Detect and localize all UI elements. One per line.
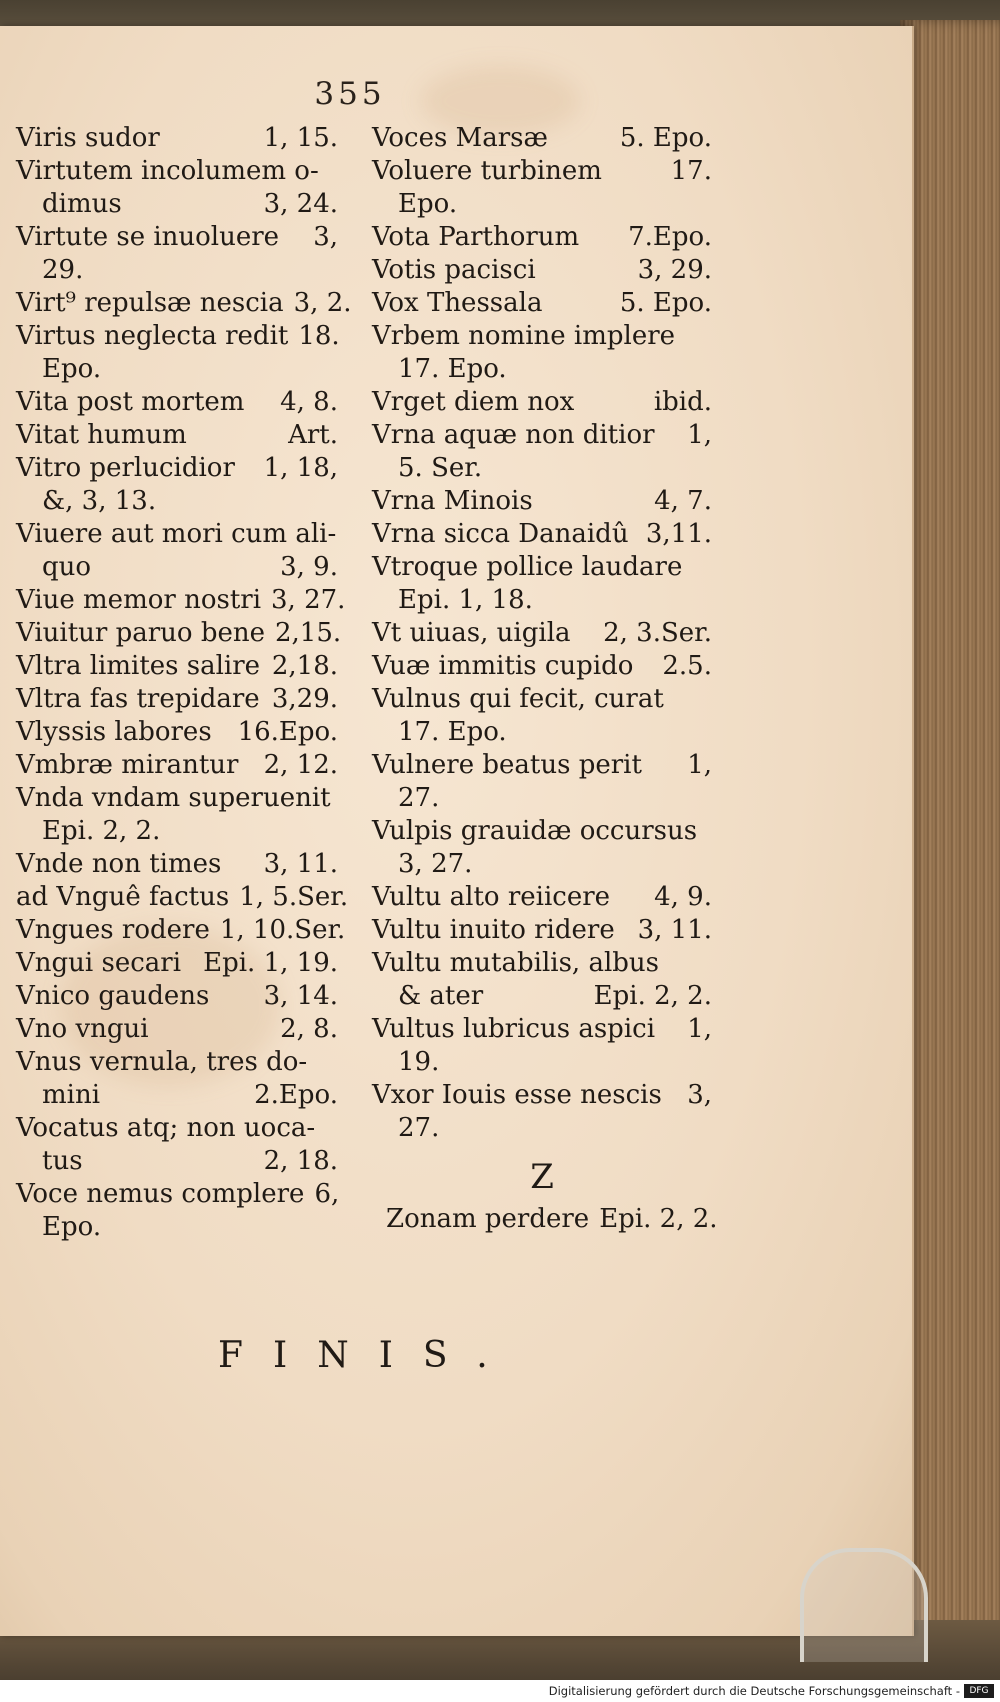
entry-term: Vltra fas trepidare — [16, 684, 260, 714]
entry-term: Vox Thessala — [372, 288, 543, 318]
index-entry — [372, 716, 712, 749]
entry-term: Vulnere beatus perit — [372, 750, 642, 780]
entry-reference: 3,11. — [645, 519, 712, 549]
index-column-right — [372, 122, 718, 1236]
entry-reference: 17. — [670, 156, 712, 186]
index-entry — [372, 914, 712, 947]
entry-reference: 7.Epo. — [628, 222, 712, 252]
entry-term: 17. Epo. — [398, 717, 507, 747]
index-entry — [16, 419, 338, 452]
index-entry — [16, 1211, 338, 1244]
entry-reference: 3, 27. — [271, 585, 346, 615]
entry-reference: 1, 18, — [263, 453, 338, 483]
entry-reference: 3, 14. — [263, 981, 338, 1011]
index-entry — [16, 155, 338, 188]
entry-reference: 3, 29. — [637, 255, 712, 285]
entry-reference: Epi. 1, 19. — [203, 948, 338, 978]
index-entry — [16, 386, 338, 419]
index-entry — [372, 452, 712, 485]
index-entry — [16, 749, 338, 782]
entry-reference: 3,29. — [271, 684, 338, 714]
index-entry — [16, 1112, 338, 1145]
entry-reference: 3, — [313, 222, 338, 252]
entry-term: Vultus lubricus aspici — [372, 1014, 656, 1044]
entry-reference: Epi. 2, 2. — [593, 981, 712, 1011]
entry-reference: Epi. 2, 2. — [599, 1204, 718, 1234]
entry-term: Vrna aquæ non ditior — [372, 420, 655, 450]
entry-term: Vltra limites salire — [16, 651, 261, 681]
index-entry — [16, 584, 346, 617]
index-entry — [16, 551, 338, 584]
entry-term: Vnde non times — [16, 849, 222, 879]
index-entry — [372, 254, 712, 287]
entry-term: Vota Parthorum — [372, 222, 580, 252]
index-entry — [16, 617, 342, 650]
dfg-logo: DFG — [964, 1684, 994, 1698]
index-entry — [372, 155, 712, 188]
entry-reference: 4, 8. — [280, 387, 338, 417]
entry-term: Vtroque pollice laudare — [372, 552, 683, 582]
index-entry — [372, 287, 712, 320]
index-entry — [372, 1046, 712, 1079]
index-entry — [16, 947, 338, 980]
bookmark-clip — [800, 1548, 928, 1662]
index-entry — [16, 254, 338, 287]
entry-reference: 2,18. — [271, 651, 338, 681]
index-entry — [372, 815, 712, 848]
index-entry — [372, 650, 712, 683]
entry-term: Viue memor nostri — [16, 585, 262, 615]
entry-term: Voluere turbinem — [372, 156, 602, 186]
entry-term: Vrna Minois — [372, 486, 533, 516]
entry-term: Votis pacisci — [372, 255, 536, 285]
index-entry — [372, 1079, 712, 1112]
entry-term: 19. — [398, 1047, 440, 1077]
index-entry — [372, 617, 712, 650]
entry-reference: 4, 9. — [654, 882, 712, 912]
index-entry — [372, 1203, 718, 1236]
entry-term: Viris sudor — [16, 123, 160, 153]
index-entry — [16, 683, 338, 716]
entry-reference: Art. — [288, 420, 338, 450]
index-entry — [372, 980, 712, 1013]
entry-term: Epi. 2, 2. — [42, 816, 161, 846]
entry-term: Vultu inuito ridere — [372, 915, 615, 945]
index-entry — [16, 650, 338, 683]
index-entry — [16, 815, 338, 848]
index-entry — [16, 980, 338, 1013]
digitization-credit: Digitalisierung gefördert durch die Deutsche Forschungsgemeinschaft - — [548, 1684, 960, 1698]
entry-reference: 3, 11. — [637, 915, 712, 945]
entry-term: Vita post mortem — [16, 387, 245, 417]
index-entry — [16, 122, 338, 155]
book-fore-edge — [900, 20, 1000, 1660]
entry-term: Virt⁹ repulsæ nescia — [16, 288, 284, 318]
entry-term: Vxor Iouis esse nescis — [372, 1080, 662, 1110]
entry-reference: 1, 10.Ser. — [219, 915, 346, 945]
entry-term: Viuitur paruo bene — [16, 618, 265, 648]
entry-term: Vultu mutabilis, albus — [372, 948, 659, 978]
index-entry — [16, 518, 338, 551]
entry-term: &, 3, 13. — [42, 486, 157, 516]
entry-reference: 1, — [687, 1014, 712, 1044]
entry-reference: 1, 15. — [263, 123, 338, 153]
entry-term: Viuere aut mori cum ali- — [16, 519, 337, 549]
index-entry — [372, 584, 712, 617]
index-entry — [16, 452, 338, 485]
entry-term: Vlyssis labores — [16, 717, 212, 747]
index-entry — [372, 881, 712, 914]
index-entry — [372, 320, 712, 353]
entry-reference: 3, 11. — [263, 849, 338, 879]
index-entry — [372, 749, 712, 782]
entry-term: Vrbem nomine implere — [372, 321, 676, 351]
entry-term: Vngues rodere — [16, 915, 210, 945]
entry-term: Vitat humum — [16, 420, 187, 450]
entry-reference: 16.Epo. — [237, 717, 338, 747]
entry-term: Vulpis grauidæ occursus — [372, 816, 698, 846]
entry-reference: 1, — [687, 420, 712, 450]
entry-term: Vngui secari — [16, 948, 182, 978]
index-entry — [16, 716, 338, 749]
entry-term: mini — [42, 1080, 101, 1110]
index-entry — [16, 914, 346, 947]
entry-term: Epi. 1, 18. — [398, 585, 533, 615]
index-entry — [372, 1112, 712, 1145]
index-entry — [372, 848, 712, 881]
index-entry — [372, 386, 712, 419]
index-entry — [372, 947, 712, 980]
entry-term: ad Vnguê factus — [16, 882, 230, 912]
index-entry — [372, 551, 712, 584]
entry-term: Vitro perlucidior — [16, 453, 235, 483]
entry-term: Virtutem incolumem o- — [16, 156, 319, 186]
entry-term: Virtus neglecta redit — [16, 321, 289, 351]
entry-term: Zonam perdere — [386, 1204, 590, 1234]
entry-term: & ater — [398, 981, 484, 1011]
entry-reference: 3, 24. — [263, 189, 338, 219]
entry-term: 27. — [398, 783, 440, 813]
entry-reference: 3, — [687, 1080, 712, 1110]
entry-term: Vnico gaudens — [16, 981, 210, 1011]
entry-reference: 4, 7. — [654, 486, 712, 516]
entry-term: Virtute se inuoluere — [16, 222, 280, 252]
index-entry — [16, 1178, 338, 1211]
entry-term: Vultu alto reiicere — [372, 882, 611, 912]
index-entry — [372, 485, 712, 518]
entry-term: tus — [42, 1146, 83, 1176]
entry-term: 17. Epo. — [398, 354, 507, 384]
entry-term: Vnus vernula, tres do- — [16, 1047, 308, 1077]
entry-reference: 5. Epo. — [619, 288, 712, 318]
entry-term: Vnda vndam superuenit — [16, 783, 331, 813]
index-entry — [16, 320, 338, 353]
index-entry — [16, 848, 338, 881]
entry-term: Epo. — [398, 189, 458, 219]
index-entry — [16, 1046, 338, 1079]
entry-term: Vulnus qui fecit, curat — [372, 684, 664, 714]
entry-reference: ibid. — [653, 387, 712, 417]
entry-term: Vmbræ mirantur — [16, 750, 239, 780]
entry-reference: 2.Epo. — [254, 1080, 338, 1110]
entry-reference: 2, 8. — [280, 1014, 338, 1044]
entry-reference: 2, 12. — [263, 750, 338, 780]
entry-term: Voce nemus complere — [16, 1179, 305, 1209]
index-entry — [372, 188, 712, 221]
index-entry — [16, 1145, 338, 1178]
entry-reference: 1, 5.Ser. — [239, 882, 349, 912]
entry-term: Vt uiuas, uigila — [372, 618, 571, 648]
entry-term: Vrna sicca Danaidû — [372, 519, 629, 549]
entry-reference: 2, 18. — [263, 1146, 338, 1176]
entry-term: 3, 27. — [398, 849, 473, 879]
entry-reference: 2.5. — [662, 651, 712, 681]
index-entry — [372, 518, 712, 551]
entry-term: Vrget diem nox — [372, 387, 575, 417]
right-column-entries — [372, 122, 712, 1145]
index-entry — [16, 1013, 338, 1046]
index-entry — [372, 782, 712, 815]
index-entry — [16, 485, 338, 518]
index-entry — [16, 353, 338, 386]
entry-term: Vocatus atq; non uoca- — [16, 1113, 316, 1143]
entry-term: Vno vngui — [16, 1014, 149, 1044]
index-entry — [16, 221, 338, 254]
entry-term: 5. Ser. — [398, 453, 483, 483]
finis-heading: FINIS. — [218, 1335, 518, 1376]
index-entry — [372, 683, 712, 716]
entry-reference: 2, 3.Ser. — [603, 618, 712, 648]
page-number: 355 — [314, 76, 386, 112]
entry-reference: 2,15. — [274, 618, 342, 648]
entry-term: quo — [42, 552, 92, 582]
entry-term: Epo. — [42, 354, 102, 384]
index-column-left — [16, 122, 352, 1244]
index-entry — [16, 782, 338, 815]
entry-reference: 6, — [314, 1179, 340, 1209]
entry-term: 27. — [398, 1113, 440, 1143]
entry-reference: 1, — [687, 750, 712, 780]
entry-term: 29. — [42, 255, 84, 285]
index-entry — [16, 881, 349, 914]
entry-reference: 5. Epo. — [619, 123, 712, 153]
index-entry — [16, 188, 338, 221]
index-entry — [372, 419, 712, 452]
index-entry — [16, 287, 352, 320]
index-entry — [372, 1013, 712, 1046]
entry-reference: 3, 2. — [293, 288, 352, 318]
index-entry — [372, 353, 712, 386]
entry-term: dimus — [42, 189, 122, 219]
index-entry — [372, 122, 712, 155]
entry-reference: 3, 9. — [280, 552, 338, 582]
entry-term: Epo. — [42, 1212, 102, 1242]
section-letter: Z — [530, 1157, 554, 1197]
entry-term: Vuæ immitis cupido — [372, 651, 634, 681]
index-entry — [372, 221, 712, 254]
entry-term: Voces Marsæ — [372, 123, 548, 153]
index-entry — [16, 1079, 338, 1112]
entry-reference: 18. — [298, 321, 340, 351]
